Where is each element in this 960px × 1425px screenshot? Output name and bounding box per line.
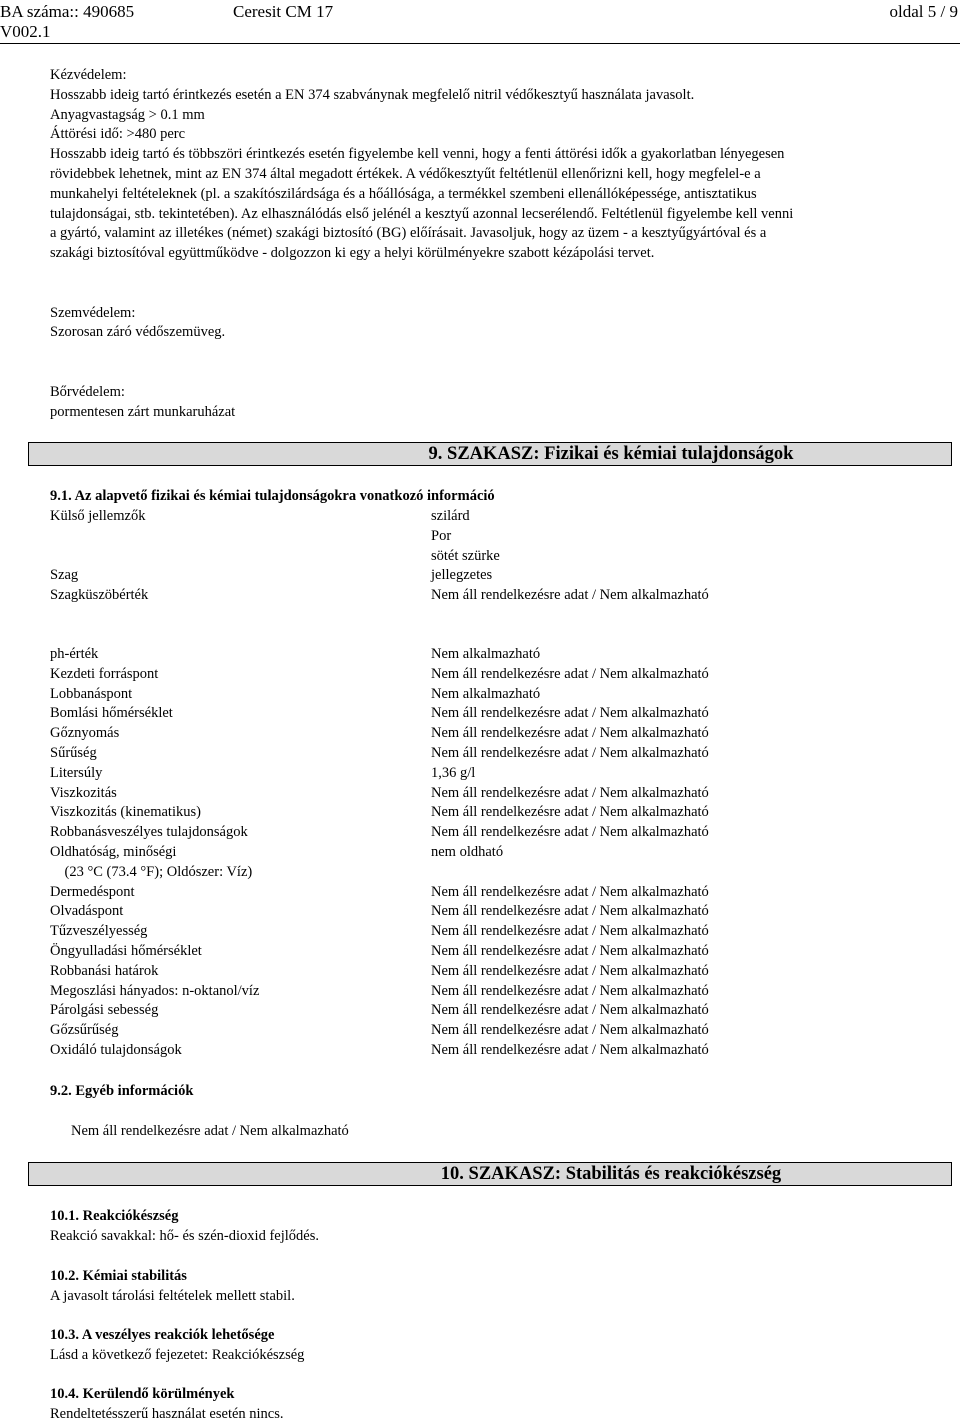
section8-continuation (50, 66, 950, 422)
table-row (50, 843, 950, 863)
hand-line: Anyagvastagság > 0.1 mm (50, 106, 205, 123)
property-value: nem oldható (431, 844, 504, 860)
subsection-10-3-text: Lásd a következő fejezetet: Reakciókészség (50, 1347, 305, 1363)
property-name: Külső jellemzők (50, 508, 146, 524)
table-row (50, 586, 950, 606)
subsection-9-1-title: 9.1. Az alapvető fizikai és kémiai tulajdonságokra vonatkozó információ (50, 488, 495, 504)
properties-table-2 (50, 645, 950, 1065)
subsection-10-2-text: A javasolt tárolási feltételek mellett stabil. (50, 1288, 295, 1304)
subsection-10-1-text: Reakció savakkal: hő- és szén-dioxid fejlődés. (50, 1228, 319, 1244)
table-row (50, 547, 950, 567)
section9-title: 9. SZAKASZ: Fizikai és kémiai tulajdonságok (428, 444, 794, 464)
table-row (50, 942, 950, 962)
property-name: Párolgási sebesség (50, 1002, 159, 1019)
property-name: Szagküszöbérték (50, 587, 149, 604)
table-row (50, 982, 950, 1002)
hand-line: tulajdonságai, stb. tekintetében). Az elhasználódás első jelénél a kesztyű azonnal lecserélendő. Feltétlenül figyelembe kell venni (50, 205, 794, 222)
property-name: Viszkozitás (kinematikus) (50, 804, 201, 821)
property-name: (23 °C (73.4 °F); Oldószer: Víz) (50, 863, 253, 880)
product-name: Ceresit CM 17 (233, 2, 334, 21)
property-name: Kezdeti forráspont (50, 665, 159, 682)
table-row (50, 902, 950, 922)
skin-protection-text: pormentesen zárt munkaruházat (50, 403, 236, 420)
hand-line: Hosszabb ideig tartó és többszöri érintkezés esetén figyelembe kell venni, hogy a fenti áttörési idők a gyakorlatban lényegesen (50, 146, 785, 163)
property-value: Nem áll rendelkezésre adat / Nem alkalmazható (431, 982, 709, 999)
property-value: Nem áll rendelkezésre adat / Nem alkalmazható (431, 943, 709, 959)
property-name: Tűzveszélyesség (50, 923, 148, 940)
property-value: Nem áll rendelkezésre adat / Nem alkalmazható (431, 665, 709, 682)
property-value: jellegzetes (431, 567, 493, 584)
property-value: Nem áll rendelkezésre adat / Nem alkalmazható (431, 587, 709, 604)
property-value: sötét szürke (431, 547, 500, 564)
property-name: Oldhatóság, minőségi (50, 844, 177, 860)
table-row (50, 566, 950, 586)
page-number: oldal 5 / 9 (889, 2, 958, 21)
property-value: Nem áll rendelkezésre adat / Nem alkalmazható (431, 1022, 709, 1039)
property-name: Robbanási határok (50, 962, 159, 979)
table-row (50, 685, 950, 705)
subsection-10-2-title: 10.2. Kémiai stabilitás (50, 1268, 187, 1284)
table-row (50, 1021, 950, 1041)
property-value: Nem áll rendelkezésre adat / Nem alkalmazható (431, 745, 709, 761)
property-value: Nem áll rendelkezésre adat / Nem alkalmazható (431, 824, 709, 841)
hand-line: Hosszabb ideig tartó érintkezés esetén a EN 374 szabványnak megfelelő nitril védőkesztyű használata javasolt. (50, 86, 695, 103)
property-value: Nem alkalmazható (431, 685, 541, 702)
table-row (50, 527, 950, 547)
subsection-10-4-title: 10.4. Kerülendő körülmények (50, 1386, 235, 1402)
table-row (50, 704, 950, 724)
page-header (0, 0, 960, 44)
table-row (50, 863, 950, 883)
property-name: Gőzsűrűség (50, 1022, 119, 1039)
subsection-10-4-text: Rendeltetésszerű használat esetén nincs. (50, 1406, 284, 1422)
version: V002.1 (0, 22, 51, 41)
property-value: szilárd (431, 508, 470, 524)
property-name: Litersúly (50, 764, 103, 781)
section9-header (28, 442, 952, 466)
hand-line: munkahelyi feltételeknek (pl. a szakítószilárdsága és a hőállósága, a termékkel szembeni ellenállóképessége, antisztatikus (50, 185, 757, 202)
eye-protection-title: Szemvédelem: (50, 304, 136, 321)
subsection-9-2-title: 9.2. Egyéb információk (50, 1083, 194, 1099)
table-row (50, 665, 950, 685)
table-row (50, 922, 950, 942)
property-name: Sűrűség (50, 745, 97, 761)
table-row (50, 803, 950, 823)
property-value: Nem áll rendelkezésre adat / Nem alkalmazható (431, 962, 709, 979)
table-row (50, 823, 950, 843)
hand-protection-title: Kézvédelem: (50, 67, 127, 83)
ba-number: BA száma:: 490685 (0, 2, 135, 21)
property-name: Robbanásveszélyes tulajdonságok (50, 824, 248, 841)
property-value: Nem áll rendelkezésre adat / Nem alkalmazható (431, 705, 709, 722)
property-name: Viszkozitás (50, 784, 117, 801)
property-name: Oxidáló tulajdonságok (50, 1042, 182, 1058)
property-value: Nem áll rendelkezésre adat / Nem alkalmazható (431, 1042, 709, 1058)
property-value: Nem áll rendelkezésre adat / Nem alkalmazható (431, 804, 709, 821)
table-row (50, 962, 950, 982)
table-row (50, 507, 950, 527)
table-row (50, 645, 950, 665)
hand-line: szakági biztosítóval együttműködve - dolgozzon ki egy a helyi körülményekre szabott kézápolási tervet. (50, 245, 655, 262)
table-row (50, 744, 950, 764)
property-name: Dermedéspont (50, 883, 135, 900)
property-name: Lobbanáspont (50, 685, 133, 702)
section10-title: 10. SZAKASZ: Stabilitás és reakciókészség (440, 1164, 782, 1184)
property-name: Gőznyomás (50, 725, 120, 742)
property-value: Nem áll rendelkezésre adat / Nem alkalmazható (431, 923, 709, 940)
eye-protection-text: Szorosan záró védőszemüveg. (50, 324, 226, 341)
property-name: Bomlási hőmérséklet (50, 705, 173, 722)
other-info-text: Nem áll rendelkezésre adat / Nem alkalmazható (71, 1123, 349, 1139)
skin-protection-title: Bőrvédelem: (50, 383, 125, 400)
table-row (50, 883, 950, 903)
property-name: Öngyulladási hőmérséklet (50, 943, 202, 959)
property-value: Por (431, 527, 452, 544)
subsection-10-3-title: 10.3. A veszélyes reakciók lehetősége (50, 1327, 275, 1343)
property-name: ph-érték (50, 646, 99, 662)
hand-line: Áttörési idő: >480 perc (50, 126, 186, 143)
header-divider (0, 43, 960, 44)
subsection-10-1-title: 10.1. Reakciókészség (50, 1208, 179, 1224)
property-name: Szag (50, 567, 79, 584)
property-name: Megoszlási hányados: n-oktanol/víz (50, 982, 260, 999)
property-value: Nem alkalmazható (431, 646, 541, 662)
table-row (50, 784, 950, 804)
hand-line: rövidebbek lehetnek, mint az EN 374 által megadott értékek. A védőkesztyűt feltétlenül ellenőrizni kell, hogy megfelel-e a (50, 165, 761, 182)
table-row (50, 1001, 950, 1021)
table-row (50, 764, 950, 784)
section10-header (28, 1162, 952, 1186)
hand-line: a gyártó, valamint az illetékes (német) szakági biztosító (BG) előírásait. Javasoljuk, hogy az üzem - a kesztyűgyártóval és a (50, 225, 767, 242)
property-value: Nem áll rendelkezésre adat / Nem alkalmazható (431, 1002, 709, 1019)
property-value: Nem áll rendelkezésre adat / Nem alkalmazható (431, 725, 709, 742)
property-value: Nem áll rendelkezésre adat / Nem alkalmazható (431, 784, 709, 801)
table-row (50, 1041, 950, 1061)
property-value: 1,36 g/l (431, 764, 476, 781)
property-value: Nem áll rendelkezésre adat / Nem alkalmazható (431, 883, 709, 900)
property-name: Olvadáspont (50, 903, 124, 920)
table-row (50, 724, 950, 744)
property-value: Nem áll rendelkezésre adat / Nem alkalmazható (431, 903, 709, 920)
